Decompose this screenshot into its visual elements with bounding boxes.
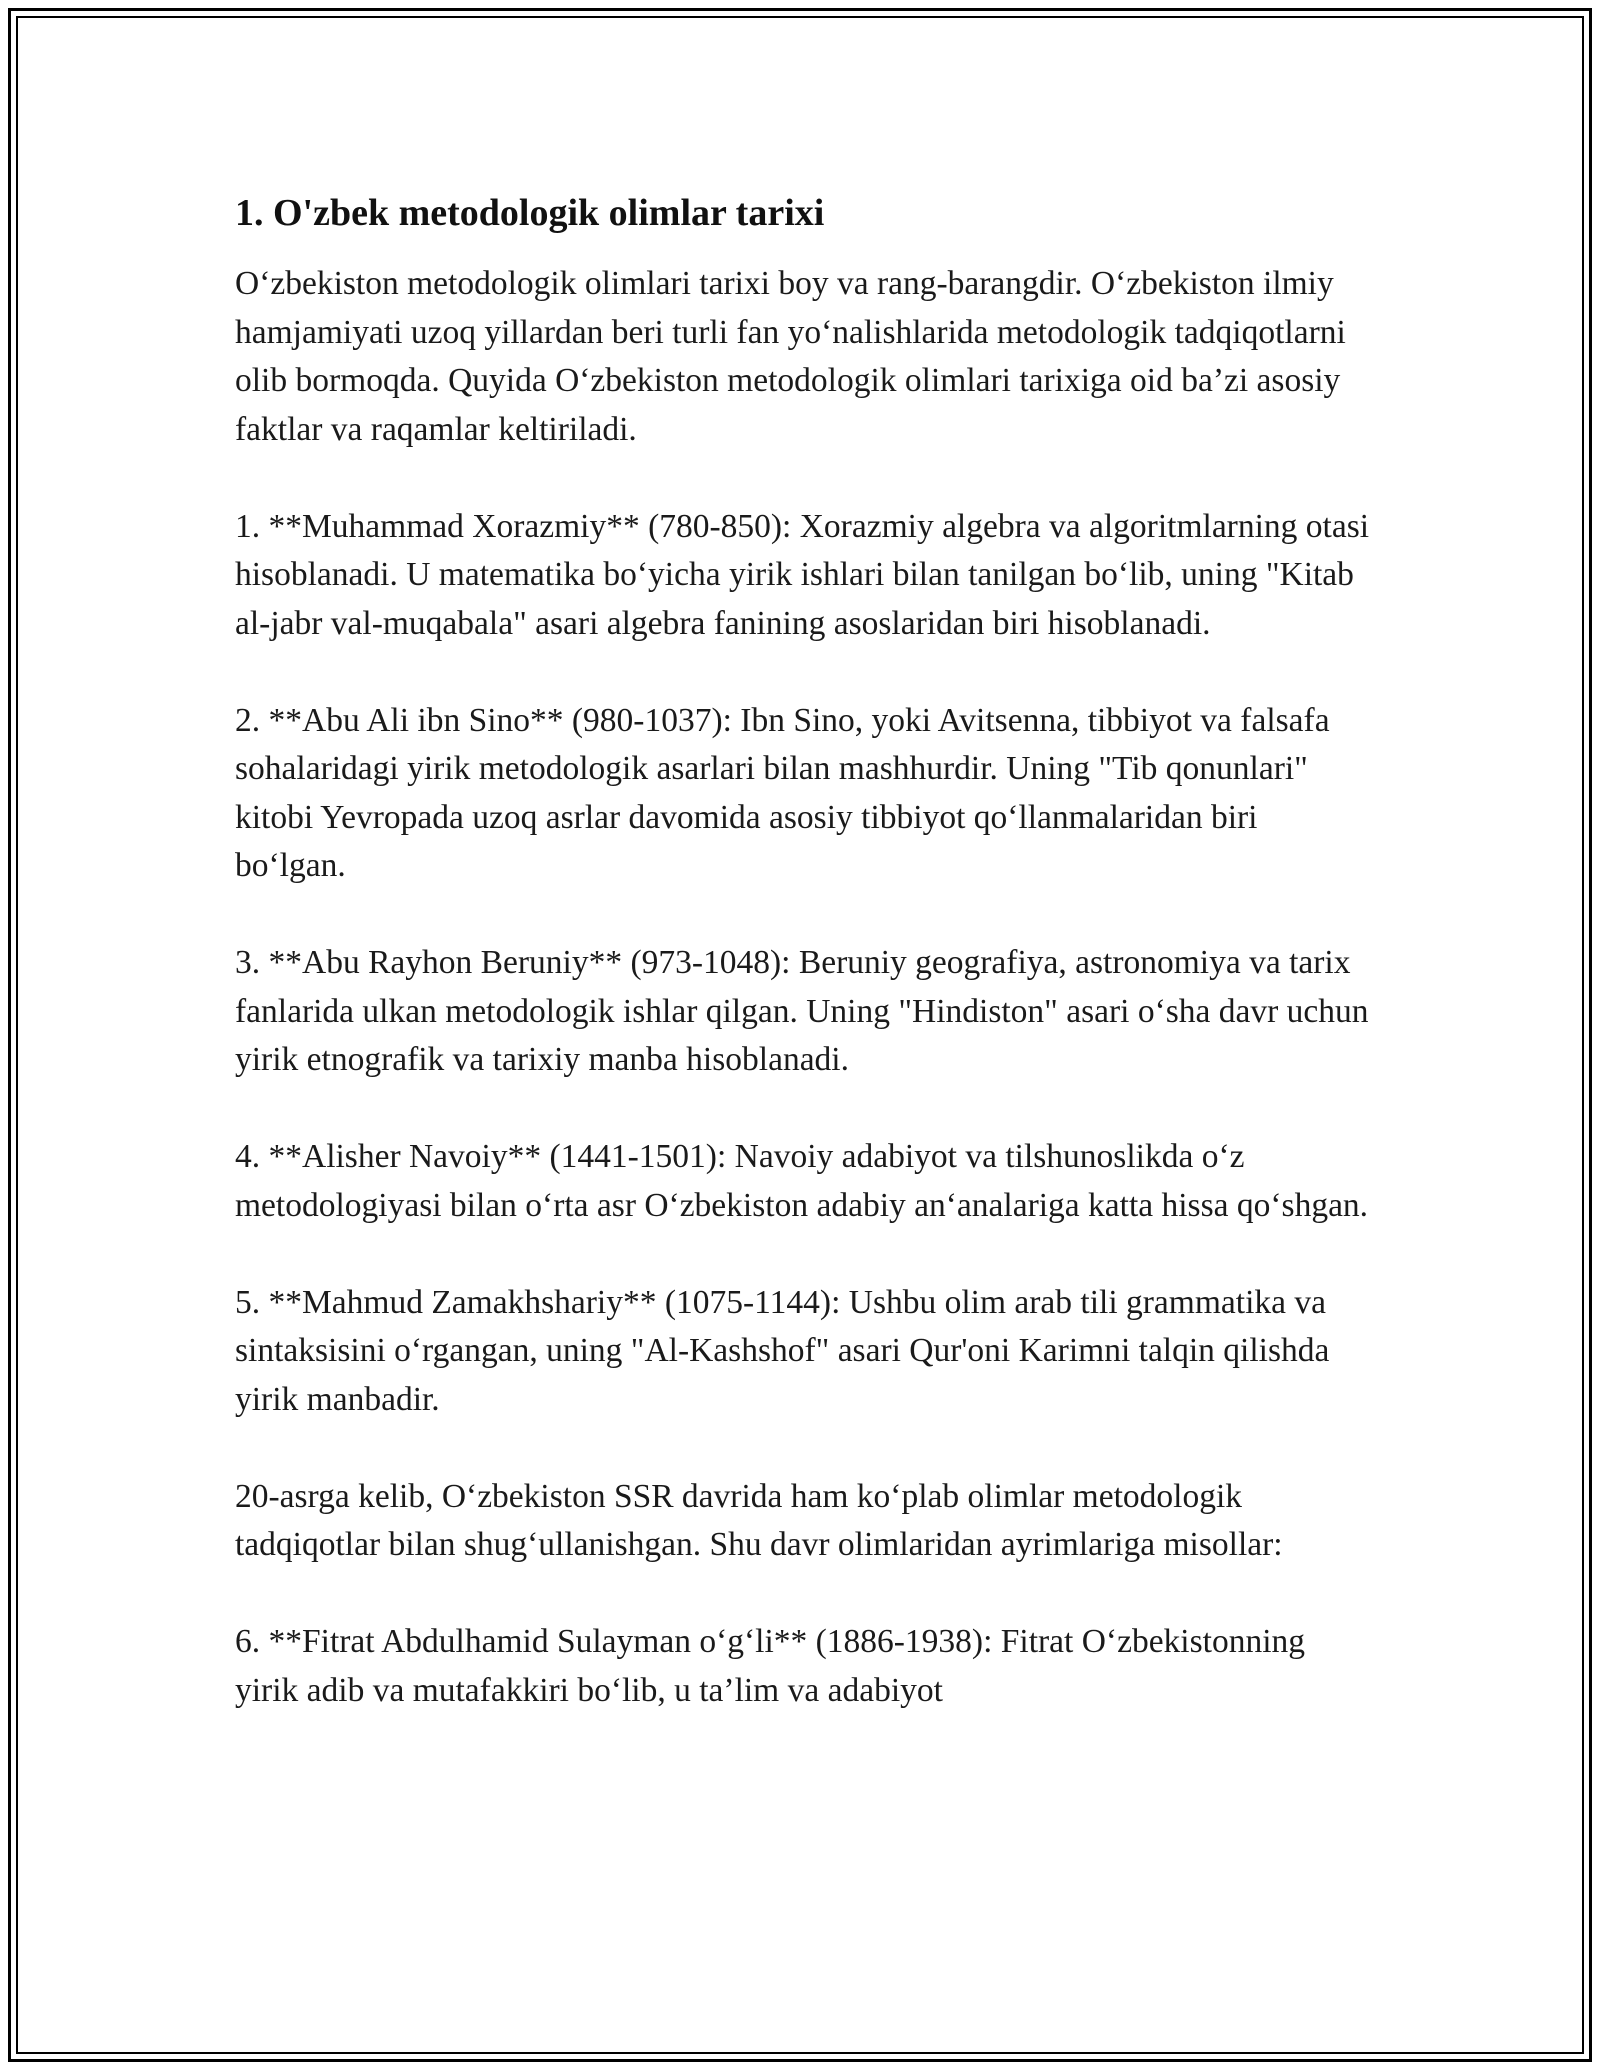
paragraph-ibn-sino: 2. **Abu Ali ibn Sino** (980-1037): Ibn Sino, yoki Avitsenna, tibbiyot va falsafa sohalaridagi yirik metodologik asarlari bilan mashhurdir. Uning "Tib qonunlari" kitobi Yevropada uzoq asrlar davomida asosiy tibbiyot qo‘llanmalaridan biri bo‘lgan. [235, 701, 1330, 884]
paragraph-beruniy: 3. **Abu Rayhon Beruniy** (973-1048): Beruniy geografiya, astronomiya va tarix fanlarida ulkan metodologik ishlar qilgan. Uning "Hindiston" asari o‘sha davr uchun yirik etnografik va tarixiy manba hisoblanadi. [235, 944, 1369, 1078]
paragraph-xorazmiy: 1. **Muhammad Xorazmiy** (780-850): Xorazmiy algebra va algoritmlarning otasi hisoblanadi. U matematika bo‘yicha yirik ishlari bilan tanilgan bo‘lib, uning "Kitab al-jabr val-muqabala" asari algebra fanining asoslaridan biri hisoblanadi. [235, 507, 1370, 642]
intro-paragraph: O‘zbekiston metodologik olimlari tarixi boy va rang-barangdir. O‘zbekiston ilmiy hamjamiyati uzoq yillardan beri turli fan yo‘nalishlarida metodologik tadqiqotlarni olib bormoqda. Quyida O‘zbekiston metodologik olimlari tarixiga oid ba’zi asosiy faktlar va raqamlar keltiriladi. [235, 265, 1346, 448]
paragraph-zamakhshariy: 5. **Mahmud Zamakhshariy** (1075-1144): Ushbu olim arab tili grammatika va sintaksisini o‘rgangan, uning "Al-Kashshof" asari Qur'oni Karimni talqin qilishda yirik manbadir. [235, 1283, 1330, 1418]
document-title: 1. O'zbek metodologik olimlar tarixi [235, 192, 825, 234]
document-body [235, 188, 1375, 1764]
paragraph-fitrat: 6. **Fitrat Abdulhamid Sulayman o‘g‘li** (1886-1938): Fitrat O‘zbekistonning yirik adib va mutafakkiri bo‘lib, u ta’lim va adabiyot [235, 1623, 1306, 1709]
paragraph-navoiy: 4. **Alisher Navoiy** (1441-1501): Navoiy adabiyot va tilshunoslikda o‘z metodologiyasi bilan o‘rta asr O‘zbekiston adabiy an‘analariga katta hissa qo‘shgan. [235, 1138, 1369, 1224]
paragraph-20th-century: 20-asrga kelib, O‘zbekiston SSR davrida ham ko‘plab olimlar metodologik tadqiqotlar bilan shug‘ullanishgan. Shu davr olimlaridan ayrimlariga misollar: [235, 1477, 1283, 1563]
